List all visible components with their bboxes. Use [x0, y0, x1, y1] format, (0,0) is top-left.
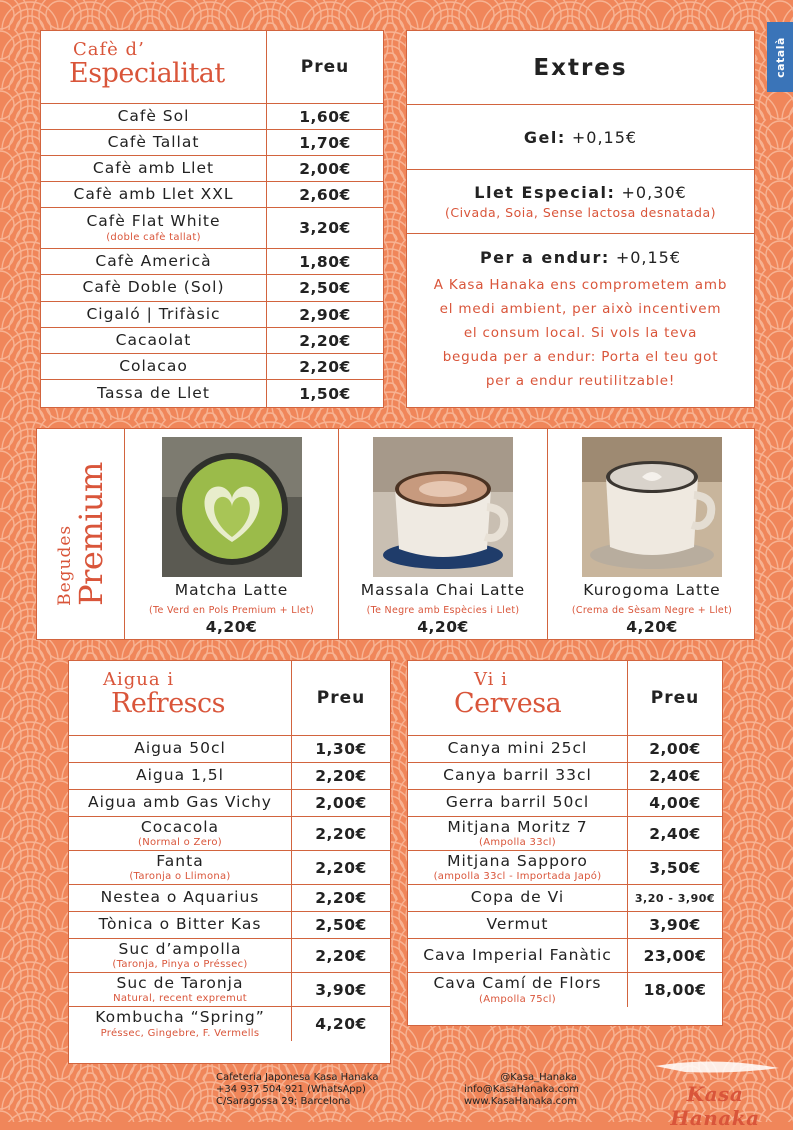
item-price: 1,60€ — [299, 107, 351, 126]
item-name-cell — [41, 249, 267, 274]
especialitat-header — [41, 31, 383, 104]
menu-row — [41, 130, 383, 156]
item-name: Cocacola — [140, 817, 220, 836]
item-name: Copa de Vi — [470, 888, 565, 907]
extres-card — [406, 30, 755, 408]
drink-sub: (Crema de Sèsam Negre + Llet) — [571, 605, 733, 616]
item-name-cell — [69, 851, 292, 884]
item-name-cell — [69, 973, 292, 1006]
item-sub: (Taronja, Pinya o Préssec) — [112, 959, 248, 971]
footer-instagram-link[interactable]: @Kasa_Hanaka — [500, 1072, 577, 1083]
extra-endur-price: +0,15€ — [615, 248, 682, 267]
item-name-cell — [69, 1007, 292, 1041]
item-name-cell — [408, 817, 628, 850]
item-name: Cigaló | Trifàsic — [86, 304, 221, 323]
extres-title: Extres — [407, 31, 754, 105]
item-name-cell — [41, 328, 267, 353]
item-sub: (ampolla 33cl - Importada Japó) — [433, 871, 602, 883]
item-name: Suc d’ampolla — [118, 939, 242, 958]
premium-card — [36, 428, 755, 640]
menu-row — [69, 790, 390, 817]
refrescs-price-header: Preu — [316, 688, 366, 708]
especialitat-price-header: Preu — [300, 57, 350, 77]
drink-name: Massala Chai Latte — [360, 581, 526, 599]
item-name: Cacaolat — [115, 330, 192, 349]
item-price: 2,20€ — [315, 946, 367, 965]
kasa-hanaka-logo — [645, 1060, 785, 1130]
vi-title-small: Vi i — [474, 669, 508, 690]
item-name: Cafè Sol — [117, 106, 190, 125]
item-name-cell — [41, 104, 267, 129]
premium-title — [37, 429, 125, 639]
vi-header — [408, 661, 722, 736]
item-sub: Natural, recent expremut — [113, 993, 247, 1005]
item-name-cell — [408, 736, 628, 762]
item-sub: (Taronja o Llimona) — [129, 871, 231, 883]
item-sub: (Normal o Zero) — [138, 837, 222, 849]
extra-llet-label: Llet Especial: — [474, 183, 616, 202]
footer-email-link[interactable]: info@KasaHanaka.com — [464, 1084, 579, 1095]
item-name: Canya mini 25cl — [447, 739, 588, 758]
extra-endur — [407, 234, 754, 393]
menu-row — [408, 851, 722, 885]
refrescs-title-small: Aigua i — [103, 669, 175, 690]
menu-row — [41, 156, 383, 182]
footer-contact-right — [464, 1072, 577, 1108]
item-name-cell — [69, 885, 292, 911]
item-name: Vermut — [486, 915, 549, 934]
item-name-cell — [69, 790, 292, 816]
refrescs-table — [68, 660, 391, 1064]
extra-gel-price: +0,15€ — [571, 127, 638, 147]
drink-price: 4,20€ — [417, 618, 469, 636]
item-price: 3,20€ — [299, 219, 351, 237]
drink-sub: (Te Negre amb Espècies i Llet) — [366, 605, 520, 616]
drink-matcha[interactable] — [125, 429, 339, 639]
item-name: Aigua amb Gas Vichy — [88, 793, 272, 812]
extra-llet-price: +0,30€ — [621, 183, 687, 202]
item-name: Canya barril 33cl — [443, 766, 592, 785]
extra-endur-label: Per a endur: — [479, 248, 610, 267]
language-tab-label: català — [773, 36, 787, 78]
especialitat-table — [40, 30, 384, 408]
kurogoma-latte-photo — [582, 437, 722, 577]
extra-gel — [407, 105, 754, 170]
menu-row — [41, 302, 383, 328]
item-price: 4,00€ — [649, 794, 701, 812]
drink-price: 4,20€ — [626, 618, 678, 636]
menu-row — [408, 736, 722, 763]
footer-line: +34 937 504 921 (WhatsApp) — [216, 1084, 366, 1095]
item-name: Cafè Tallat — [107, 132, 200, 151]
drink-massala[interactable] — [339, 429, 548, 639]
item-name-cell — [69, 912, 292, 938]
extra-note — [407, 273, 754, 393]
item-sub: (Ampolla 75cl) — [479, 993, 556, 1005]
menu-row — [408, 817, 722, 851]
language-tab[interactable] — [767, 22, 793, 92]
menu-row — [69, 939, 390, 973]
item-price: 2,50€ — [299, 279, 351, 297]
item-name-cell — [41, 182, 267, 207]
menu-row — [69, 912, 390, 939]
item-name: Cava Imperial Fanàtic — [423, 945, 612, 964]
extra-llet-sub: (Civada, Soia, Sense lactosa desnatada) — [444, 205, 716, 220]
item-name-cell — [408, 939, 628, 972]
item-name: Mitjana Sapporo — [447, 851, 588, 870]
item-name: Mitjana Moritz 7 — [447, 817, 588, 836]
drink-name: Matcha Latte — [174, 581, 289, 599]
item-price: 3,20 - 3,90€ — [634, 891, 716, 905]
item-name-cell — [69, 736, 292, 762]
item-price: 1,70€ — [299, 133, 351, 152]
item-price: 2,00€ — [315, 794, 367, 812]
item-name-cell — [408, 885, 628, 911]
item-price: 3,90€ — [315, 980, 367, 999]
item-name-cell — [408, 912, 628, 938]
item-price: 1,30€ — [315, 740, 367, 758]
item-name: Nestea o Aquarius — [100, 888, 260, 907]
item-name: Cafè Americà — [95, 251, 212, 270]
item-name: Gerra barril 50cl — [445, 793, 590, 812]
vi-title-big: Cervesa — [454, 688, 562, 719]
item-name-cell — [408, 790, 628, 816]
item-name-cell — [41, 302, 267, 327]
item-name-cell — [408, 851, 628, 884]
item-name: Cava Camí de Flors — [433, 974, 602, 993]
item-price: 2,20€ — [315, 889, 367, 907]
item-price: 18,00€ — [643, 981, 707, 999]
footer-contact-left — [216, 1072, 379, 1108]
item-price: 3,50€ — [649, 858, 701, 877]
item-name: Tassa de Llet — [97, 383, 210, 402]
menu-row — [408, 885, 722, 912]
menu-row — [41, 104, 383, 130]
item-name: Suc de Taronja — [116, 973, 244, 992]
item-price: 2,00€ — [299, 159, 351, 178]
menu-row — [408, 939, 722, 973]
footer-line: Cafeteria Japonesa Kasa Hanaka — [216, 1072, 379, 1083]
item-name: Kombucha “Spring” — [95, 1008, 265, 1027]
footer-website-link[interactable]: www.KasaHanaka.com — [464, 1096, 578, 1107]
item-price: 2,20€ — [299, 331, 351, 350]
note-line: per a endur reutilitzable! — [485, 373, 676, 389]
menu-row — [41, 328, 383, 354]
menu-row — [69, 736, 390, 763]
item-name: Cafè Flat White — [86, 212, 221, 231]
item-name-cell — [41, 208, 267, 248]
item-name-cell — [69, 817, 292, 850]
extra-llet — [407, 170, 754, 234]
item-name: Cafè amb Llet XXL — [73, 184, 234, 203]
note-line: beguda per a endur: Porta el teu got — [442, 349, 719, 365]
menu-row — [408, 790, 722, 817]
item-price: 2,00€ — [649, 740, 701, 758]
item-sub: (doble cafè tallat) — [106, 231, 201, 243]
especialitat-title-big: Especialitat — [69, 58, 225, 89]
item-price: 1,50€ — [299, 384, 351, 403]
menu-row — [69, 973, 390, 1007]
especialitat-title-small: Cafè d’ — [73, 39, 145, 60]
drink-sub: (Te Verd en Pols Premium + Llet) — [149, 605, 314, 616]
item-price: 2,20€ — [315, 858, 367, 877]
item-name: Tònica o Bitter Kas — [98, 915, 262, 934]
especialitat-rows — [41, 104, 383, 407]
item-price: 2,50€ — [315, 916, 367, 934]
menu-row — [41, 208, 383, 249]
vi-table — [407, 660, 723, 1026]
menu-row — [41, 380, 383, 407]
item-name-cell — [41, 156, 267, 181]
item-name: Cafè amb Llet — [92, 158, 215, 177]
menu-row — [41, 275, 383, 302]
vi-price-header: Preu — [650, 688, 700, 708]
item-price: 4,20€ — [315, 1015, 367, 1033]
item-name: Aigua 1,5l — [136, 766, 224, 785]
item-price: 1,80€ — [299, 252, 351, 271]
drink-name: Kurogoma Latte — [583, 581, 721, 599]
item-name-cell — [41, 130, 267, 155]
item-name-cell — [408, 973, 628, 1007]
item-name: Fanta — [156, 851, 204, 870]
item-name: Colacao — [119, 356, 188, 375]
refrescs-header — [69, 661, 390, 736]
menu-row — [408, 973, 722, 1007]
drink-kurogoma[interactable] — [548, 429, 756, 639]
item-price: 2,20€ — [315, 767, 367, 785]
logo-text: Kasa Hanaka — [670, 1082, 760, 1130]
extra-gel-label: Gel: — [523, 127, 566, 147]
refrescs-title-big: Refrescs — [111, 688, 226, 719]
menu-row — [41, 182, 383, 208]
especialitat-title — [41, 31, 267, 103]
item-name-cell — [41, 354, 267, 379]
premium-title-small: Begudes — [55, 524, 75, 606]
item-name-cell — [69, 939, 292, 972]
refrescs-rows — [69, 736, 390, 1063]
menu-row — [41, 249, 383, 275]
matcha-latte-photo — [162, 437, 302, 577]
refrescs-title — [69, 661, 292, 735]
item-name: Cafè Doble (Sol) — [82, 278, 225, 297]
item-price: 23,00€ — [643, 946, 707, 965]
menu-row — [69, 763, 390, 790]
menu-row — [408, 912, 722, 939]
note-line: el medi ambient, per això incentivem — [439, 301, 722, 317]
item-price: 2,20€ — [299, 357, 351, 376]
item-price: 2,40€ — [649, 824, 701, 843]
item-price: 2,20€ — [315, 824, 367, 843]
item-price: 2,60€ — [299, 185, 351, 204]
item-name-cell — [41, 380, 267, 407]
massala-chai-latte-photo — [373, 437, 513, 577]
note-line: A Kasa Hanaka ens comprometem amb — [433, 277, 728, 293]
item-name-cell — [41, 275, 267, 301]
item-sub: Préssec, Gingebre, F. Vermells — [100, 1027, 260, 1039]
menu-row — [69, 851, 390, 885]
item-name-cell — [408, 763, 628, 789]
item-price: 2,40€ — [649, 767, 701, 785]
menu-row — [69, 817, 390, 851]
note-line: el consum local. Si vols la teva — [463, 325, 698, 341]
menu-row — [41, 354, 383, 380]
vi-title — [408, 661, 628, 735]
item-name-cell — [69, 763, 292, 789]
menu-row — [69, 1007, 390, 1041]
item-name: Aigua 50cl — [134, 739, 226, 758]
item-price: 2,90€ — [299, 305, 351, 324]
premium-title-big: Premium — [72, 462, 110, 606]
menu-row — [408, 763, 722, 790]
vi-rows — [408, 736, 722, 1025]
menu-row — [69, 885, 390, 912]
item-price: 3,90€ — [649, 916, 701, 934]
item-sub: (Ampolla 33cl) — [479, 837, 556, 849]
drink-price: 4,20€ — [205, 618, 258, 636]
footer-line: C/Saragossa 29; Barcelona — [216, 1096, 351, 1107]
